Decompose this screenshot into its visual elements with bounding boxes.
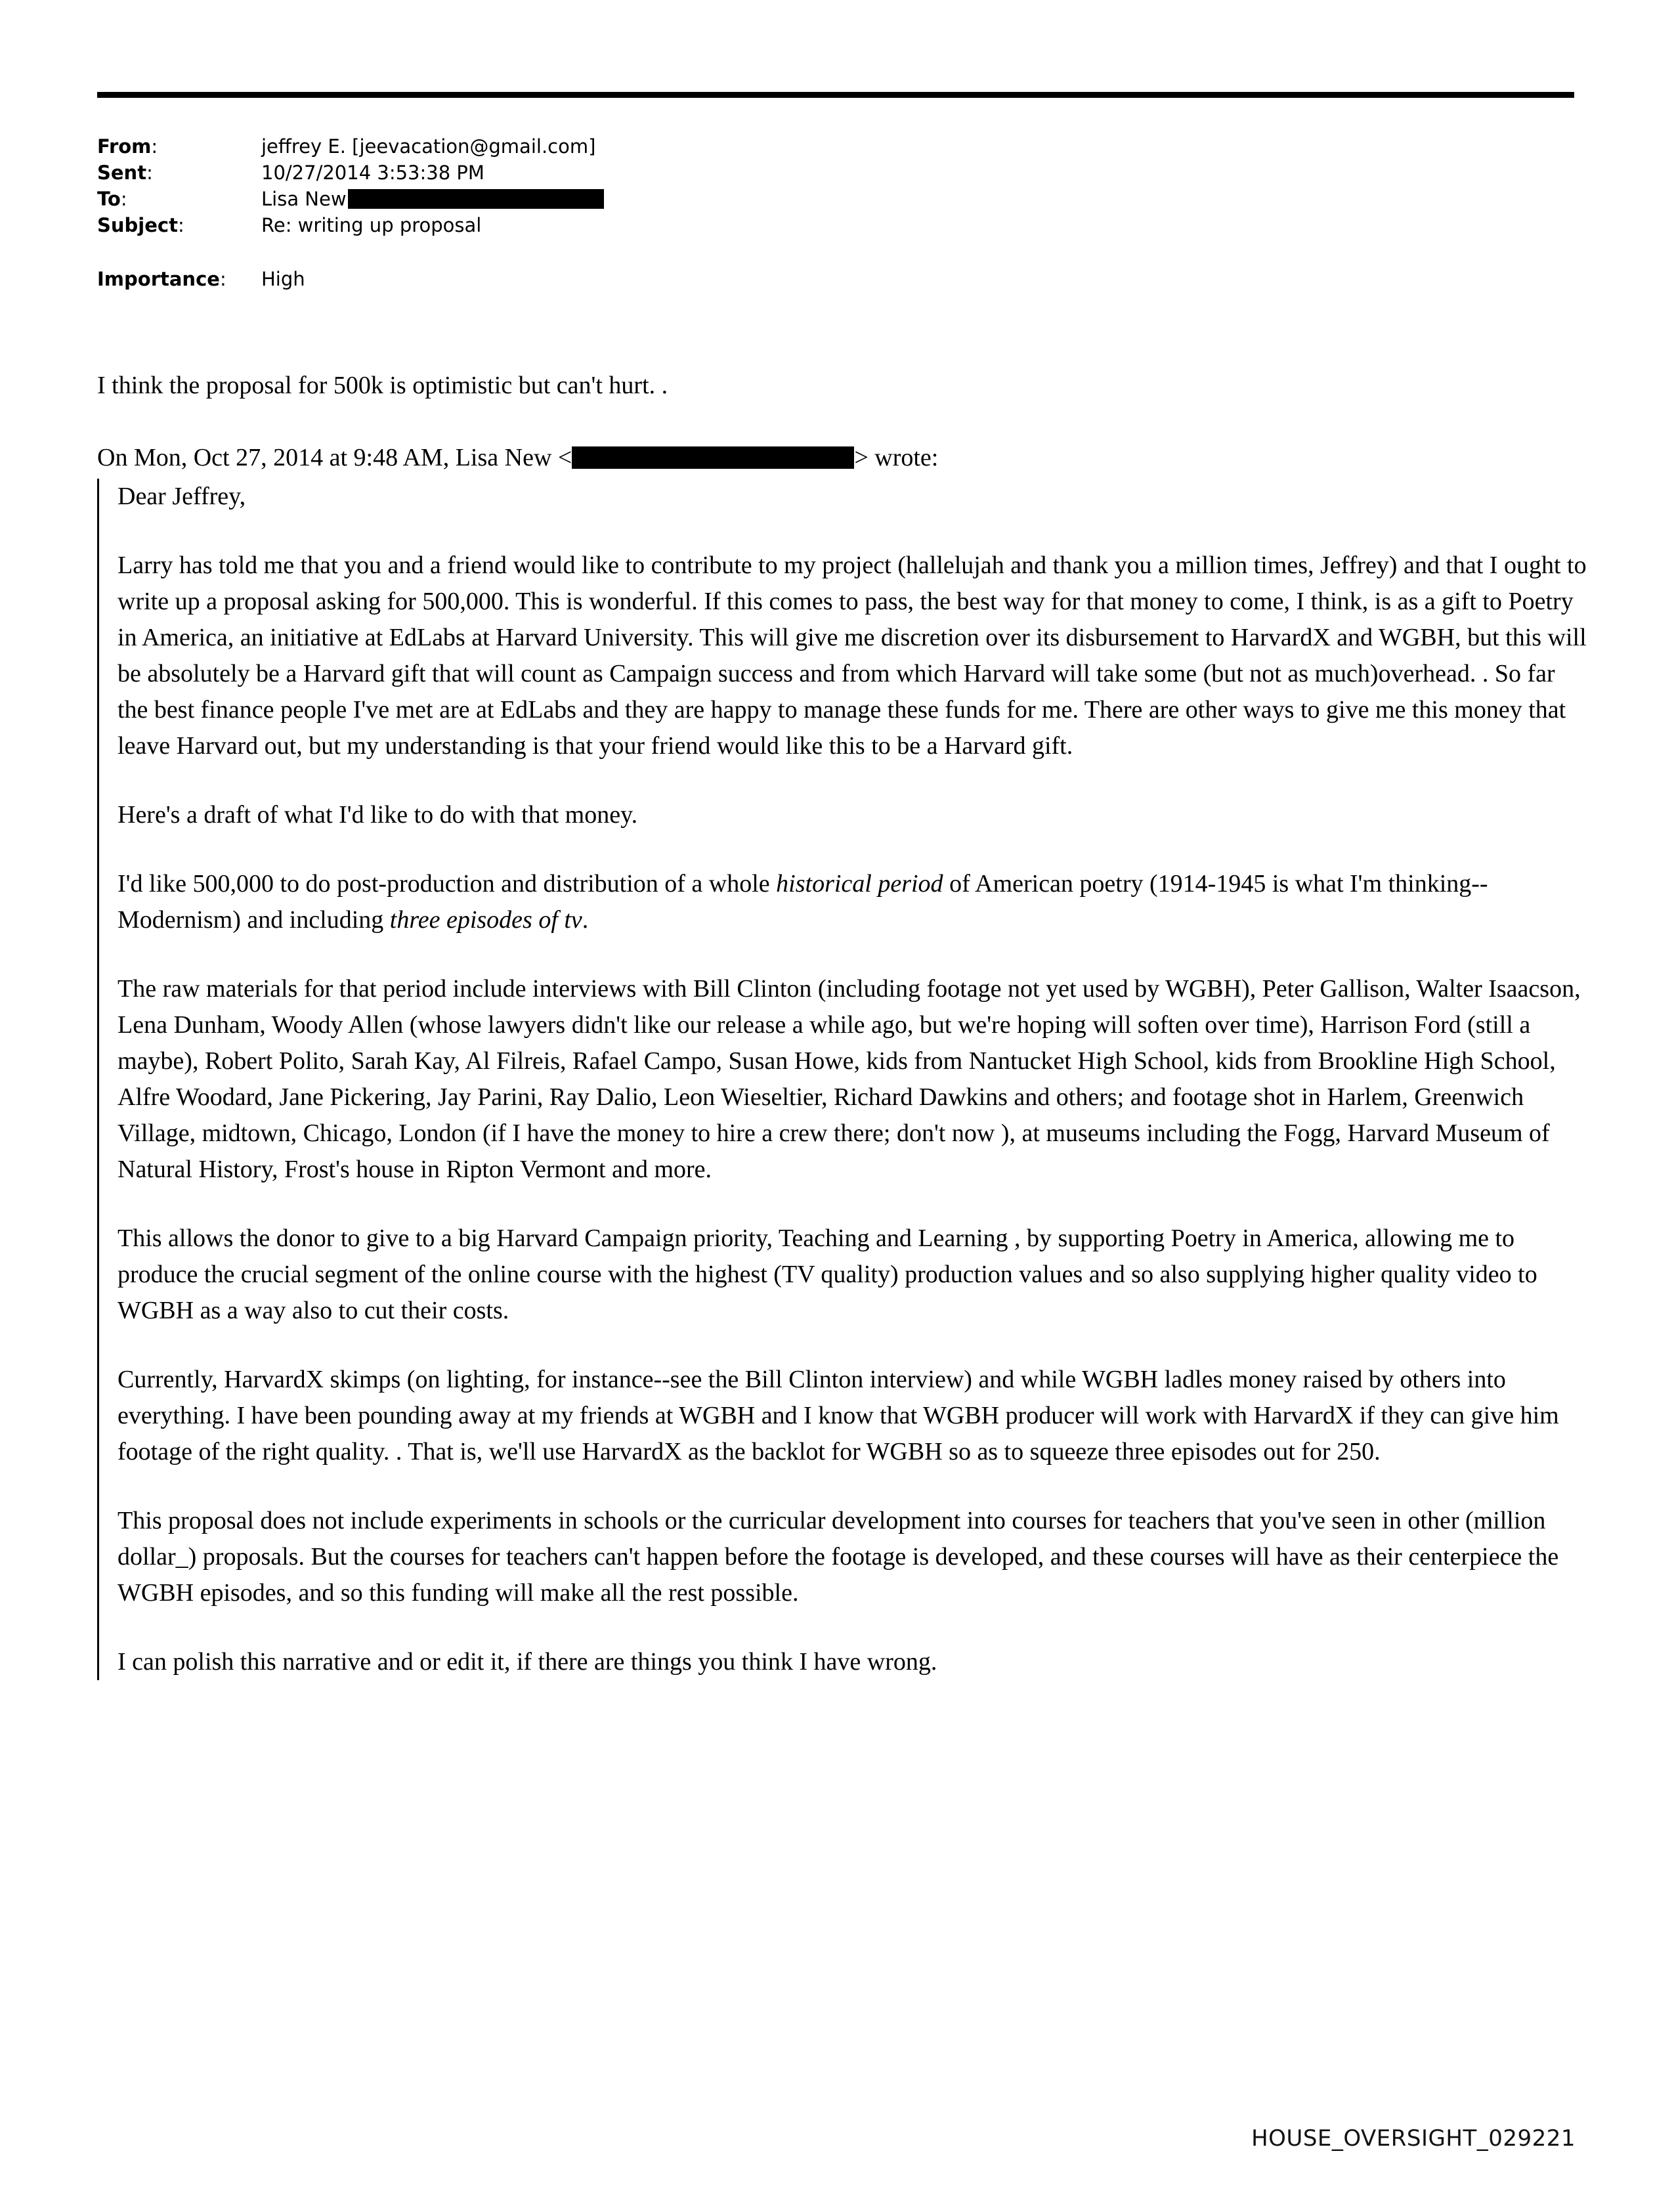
subject-value: Re: writing up proposal bbox=[261, 214, 482, 236]
redaction-bar-to bbox=[348, 189, 604, 209]
quote-attribution bbox=[97, 439, 1587, 476]
period-italic-2: three episodes of tv bbox=[389, 906, 582, 934]
quoted-salutation: Dear Jeffrey, bbox=[118, 483, 246, 510]
from-label-text: From bbox=[97, 135, 152, 158]
quote-attribution-after: > wrote: bbox=[854, 444, 939, 471]
to-label-text: To bbox=[97, 188, 121, 210]
redaction-bar-email bbox=[572, 446, 854, 469]
quoted-paragraph-6: This proposal does not include experiments in schools or the curricular development into courses for teachers that you've seen in other (million dollar_) proposals. But the courses for teachers can't happen before the footage is developed, and these courses will have as their centerpiece the WGBH episodes, and so this funding will make all the rest possible. bbox=[118, 1507, 1559, 1607]
sent-value: 10/27/2014 3:53:38 PM bbox=[261, 162, 484, 184]
bates-stamp: HOUSE_OVERSIGHT_029221 bbox=[1251, 2125, 1576, 2152]
quoted-paragraph-5: Currently, HarvardX skimps (on lighting, for instance--see the Bill Clinton interview) and while WGBH ladles money raised by others into everything. I have been pounding away at my friends at WGBH and I know that WGBH producer will work with HarvardX if they can give him footage of the right quality. . That is, we'll use HarvardX as the backlot for WGBH so as to squeeze three episodes out for 250. bbox=[118, 1366, 1559, 1465]
period-italic-1: historical period bbox=[776, 870, 943, 898]
quoted-paragraph-period bbox=[118, 866, 1587, 938]
header-rule bbox=[97, 92, 1574, 98]
period-part-1: I'd like 500,000 to do post-production and distribution of a whole bbox=[118, 870, 777, 898]
sent-label: Sent: bbox=[97, 162, 153, 184]
quoted-paragraph-4: This allows the donor to give to a big Harvard Campaign priority, Teaching and Learning , by supporting Poetry in America, allowing me to produce the crucial segment of the online course with the highest (TV quality) production values and so also supplying higher quality video to WGBH as a way also to cut their costs. bbox=[118, 1225, 1537, 1324]
subject-label: Subject: bbox=[97, 214, 184, 236]
email-body bbox=[97, 368, 1587, 1713]
period-part-3: . bbox=[582, 906, 589, 934]
to-label: To: bbox=[97, 188, 127, 210]
importance-value: High bbox=[261, 268, 305, 290]
to-value: Lisa New bbox=[261, 188, 347, 210]
header-row-from bbox=[97, 133, 1574, 160]
period-part-2: of American poetry (1914-1945 is what I'm thinking--Modernism) and including bbox=[118, 870, 1488, 934]
from-value: jeffrey E. [jeevacation@gmail.com] bbox=[261, 135, 596, 158]
quoted-message bbox=[97, 479, 1587, 1680]
to-value-wrap bbox=[261, 186, 604, 212]
header-row-importance bbox=[97, 266, 1574, 292]
quote-attribution-before: On Mon, Oct 27, 2014 at 9:48 AM, Lisa New < bbox=[97, 444, 572, 471]
header-row-subject bbox=[97, 212, 1574, 238]
subject-label-text: Subject bbox=[97, 214, 178, 236]
sent-label-text: Sent bbox=[97, 162, 147, 184]
quoted-paragraph-7: I can polish this narrative and or edit it, if there are things you think I have wrong. bbox=[118, 1648, 937, 1676]
reply-paragraph: I think the proposal for 500k is optimistic but can't hurt. . bbox=[97, 372, 668, 399]
header-row-sent bbox=[97, 160, 1574, 186]
quoted-paragraph-2: Here's a draft of what I'd like to do with that money. bbox=[118, 801, 638, 829]
quoted-paragraph-1: Larry has told me that you and a friend would like to contribute to my project (hallelujah and thank you a million times, Jeffrey) and that I ought to write up a proposal asking for 500,000. This is wonderful. If this comes to pass, the best way for that money to come, I think, is as a gift to Poetry in America, an initiative at EdLabs at Harvard University. This will give me discretion over its disbursement to HarvardX and WGBH, but this will be absolutely be a Harvard gift that will count as Campaign success and from which Harvard will take some (but not as much)overhead. . So far the best finance people I've met are at EdLabs and they are happy to manage these funds for me. There are other ways to give me this money that leave Harvard out, but my understanding is that your friend would like this to be a Harvard gift. bbox=[118, 552, 1587, 760]
email-header bbox=[97, 133, 1574, 292]
header-row-to bbox=[97, 186, 1574, 212]
importance-label-text: Importance bbox=[97, 268, 220, 290]
quoted-paragraph-3: The raw materials for that period include interviews with Bill Clinton (including footage not yet used by WGBH), Peter Gallison, Walter Isaacson, Lena Dunham, Woody Allen (whose lawyers didn't like our release a while ago, but we're hoping will soften over time), Harrison Ford (still a maybe), Robert Polito, Sarah Kay, Al Filreis, Rafael Campo, Susan Howe, kids from Nantucket High School, kids from Brookline High School, Alfre Woodard, Jane Pickering, Jay Parini, Ray Dalio, Leon Wieseltier, Richard Dawkins and others; and footage shot in Harlem, Greenwich Village, midtown, Chicago, London (if I have the money to hire a crew there; don't now ), at museums including the Fogg, Harvard Museum of Natural History, Frost's house in Ripton Vermont and more. bbox=[118, 975, 1581, 1183]
from-label: From: bbox=[97, 135, 158, 158]
importance-label: Importance: bbox=[97, 268, 226, 290]
